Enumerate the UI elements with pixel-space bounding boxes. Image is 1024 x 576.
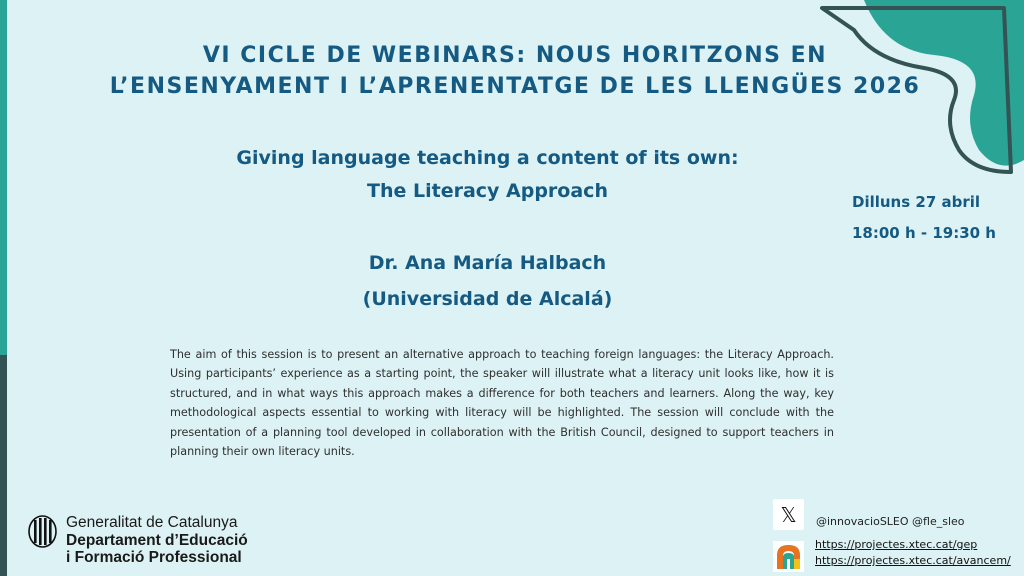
speaker [250,245,725,317]
left-accent-bar-teal [0,0,7,355]
org-line-3: i Formació Professional [66,549,242,566]
talk-title-line-1: Giving language teaching a content of its own: [236,147,739,169]
org-line-2: Departament d’Educació [66,532,248,549]
left-accent-bar-dark [0,355,7,576]
avancem-link[interactable]: https://projectes.xtec.cat/avancem/ [815,554,1011,567]
x-logo-icon[interactable]: 𝕏 [773,499,804,530]
project-links [815,537,1011,569]
event-time: 18:00 h - 19:30 h [852,224,996,242]
org-line-1: Generalitat de Catalunya [66,514,238,531]
talk-title-line-2: The Literacy Approach [367,180,608,202]
social-handles: @innovacioSLEO @fle_sleo [816,515,965,528]
webinar-series-title [100,40,930,102]
speaker-affiliation: (Universidad de Alcalá) [362,288,613,310]
session-description: The aim of this session is to present an alternative approach to teaching foreign languages: the Literacy Approach. Using participants’ experience as a starting point, the speaker will illustrate what a literacy unit looks like, how it is structured, and in what ways this approach makes a difference for both teachers and learners. Along the way, key methodological aspects essential to working with literacy will be highlighted. The session will conclude with the presentation of a planning tool developed in collaboration with the British Council, designed to support teachers in planning their own literacy units. [170,348,834,459]
generalitat-emblem-icon [28,515,57,548]
schedule [852,187,996,249]
gep-link[interactable]: https://projectes.xtec.cat/gep [815,538,978,551]
talk-title [150,142,825,208]
generalitat-logo [28,514,248,566]
title-line-1: VI CICLE DE WEBINARS: NOUS HORITZONS EN [202,43,828,68]
avancem-logo-icon[interactable] [773,541,804,572]
event-date: Dilluns 27 abril [852,193,981,211]
speaker-name: Dr. Ana María Halbach [368,252,607,274]
title-line-2: L’ENSENYAMENT I L’APRENENTATGE DE LES LLENGÜES 2026 [109,74,921,99]
